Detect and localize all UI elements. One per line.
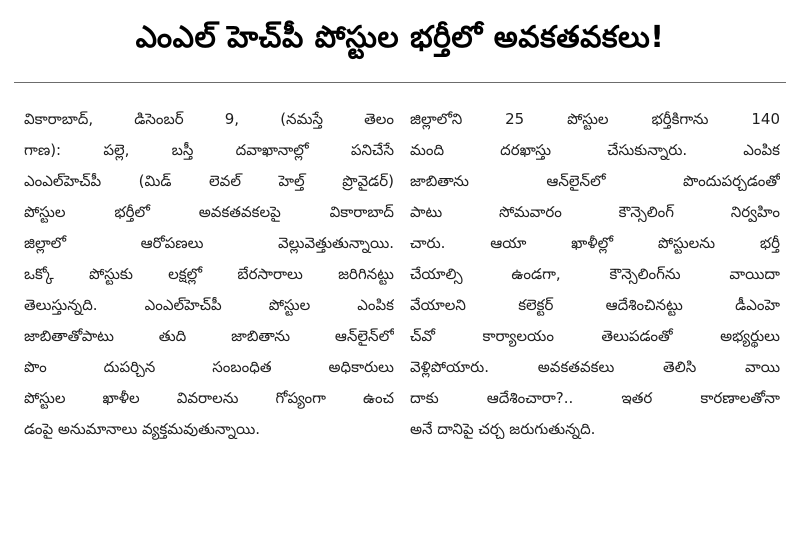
article-line: జాబితాతోపాటు తుది జాబితాను ఆన్‌లైన్‌లో bbox=[24, 327, 394, 345]
article-line: అనే దానిపై చర్చ జరుగుతున్నది. bbox=[410, 420, 596, 438]
article-line: పాటు సోమవారం కౌన్సెలింగ్‌ నిర్వహిం bbox=[410, 203, 780, 221]
article-line: గాణ): పల్లె, బస్తీ దవాఖానాల్లో పనిచేసే bbox=[24, 141, 394, 159]
article-line: డంపై అనుమానాలు వ్యక్తమవుతున్నాయి. bbox=[24, 420, 261, 438]
article-line: వెళ్లిపోయారు. అవకతవకలు తెలిసి వాయి bbox=[410, 358, 780, 376]
article-line: దాకు ఆదేశించారా?.. ఇతర కారణాలతోనా bbox=[410, 389, 780, 407]
headline-divider bbox=[14, 82, 786, 83]
article-line: జిల్లాలో ఆరోపణలు వెల్లువెత్తుతున్నాయి. bbox=[24, 234, 394, 252]
article-line: ఎంఎల్‌హెచ్‌పీ (మిడ్‌ లెవల్‌ హెల్త్‌ ప్రొవైడర్‌) bbox=[24, 172, 394, 190]
article-line: చారు. ఆయా ఖాళీల్లో పోస్టులను భర్తీ bbox=[410, 234, 780, 252]
article-line: ఒక్కో పోస్టుకు లక్షల్లో బేరసారాలు జరిగినట్టు bbox=[24, 265, 394, 283]
article-line: తెలుస్తున్నది. ఎంఎల్‌హెచ్‌పీ పోస్టుల ఎంపిక bbox=[24, 296, 394, 314]
article-line: వేయాలని కలెక్టర్‌ ఆదేశించినట్టు డీఎంహె bbox=[410, 296, 780, 314]
article-line: పోస్టుల భర్తీలో అవకతవకలపై వికారాబాద్‌ bbox=[24, 203, 394, 221]
article-headline: ఎంఎల్‌ హెచ్‌పీ పోస్టుల భర్తీలో అవకతవకలు! bbox=[135, 20, 665, 55]
article-line: జిల్లాలోని 25 పోస్టుల భర్తీకిగాను 140 bbox=[410, 110, 780, 128]
article-line: మంది దరఖాస్తు చేసుకున్నారు. ఎంపిక bbox=[410, 141, 780, 159]
article-line: పొం దుపర్చిన సంబంధిత అధికారులు bbox=[24, 358, 394, 376]
article-column-right bbox=[410, 104, 780, 445]
article-line: చేయాల్సి ఉండగా, కౌన్సెలింగ్‌ను వాయిదా bbox=[410, 265, 780, 283]
article-line: జాబితాను ఆన్‌లైన్‌లో పొందుపర్చడంతో bbox=[410, 172, 780, 190]
article-line: పోస్టుల ఖాళీల వివరాలను గోప్యంగా ఉంచ bbox=[24, 389, 394, 407]
article-line: వికారాబాద్‌, డిసెంబర్‌ 9, (నమస్తే తెలం bbox=[24, 110, 394, 128]
article-line: చ్‌వో కార్యాలయం తెలుపడంతో అభ్యర్థులు bbox=[410, 327, 780, 345]
article-column-left bbox=[24, 104, 394, 445]
